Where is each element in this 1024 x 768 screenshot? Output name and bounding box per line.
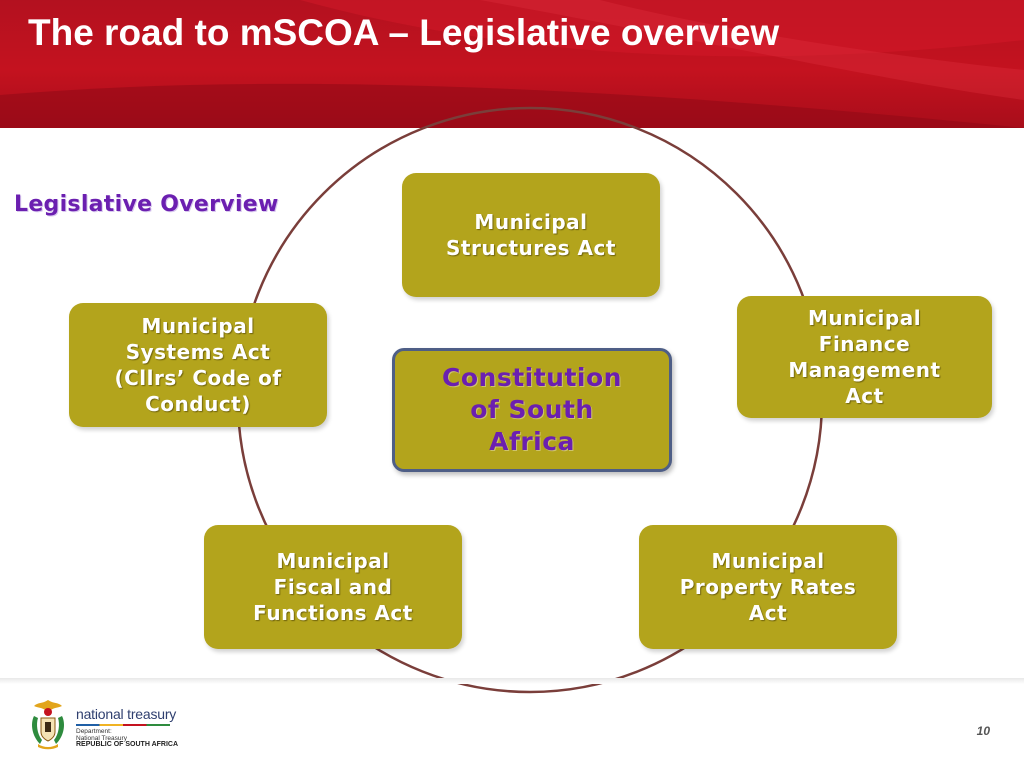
logo-color-rule bbox=[76, 724, 170, 726]
org-name: national treasury bbox=[76, 706, 177, 722]
node-municipal-structures-act: Municipal Structures Act bbox=[402, 173, 660, 297]
node-constitution-of-south-africa: Constitution of South Africa bbox=[392, 348, 672, 472]
diagram-subtitle: Legislative Overview bbox=[14, 192, 279, 217]
south-africa-coat-of-arms-icon bbox=[28, 698, 68, 750]
node-municipal-finance-management-act: Municipal Finance Management Act bbox=[737, 296, 992, 418]
country-name: REPUBLIC OF SOUTH AFRICA bbox=[76, 741, 179, 748]
department-name: National Treasury bbox=[76, 735, 127, 742]
slide-title: The road to mSCOA – Legislative overview bbox=[28, 12, 780, 53]
page-number: 10 bbox=[976, 724, 990, 738]
footer-divider bbox=[0, 678, 1024, 684]
department-label: Department: bbox=[76, 728, 112, 735]
node-municipal-fiscal-and-functions-act: Municipal Fiscal and Functions Act bbox=[204, 525, 462, 649]
node-municipal-systems-act: Municipal Systems Act (Cllrs’ Code of Conduct) bbox=[69, 303, 327, 427]
node-municipal-property-rates-act: Municipal Property Rates Act bbox=[639, 525, 897, 649]
